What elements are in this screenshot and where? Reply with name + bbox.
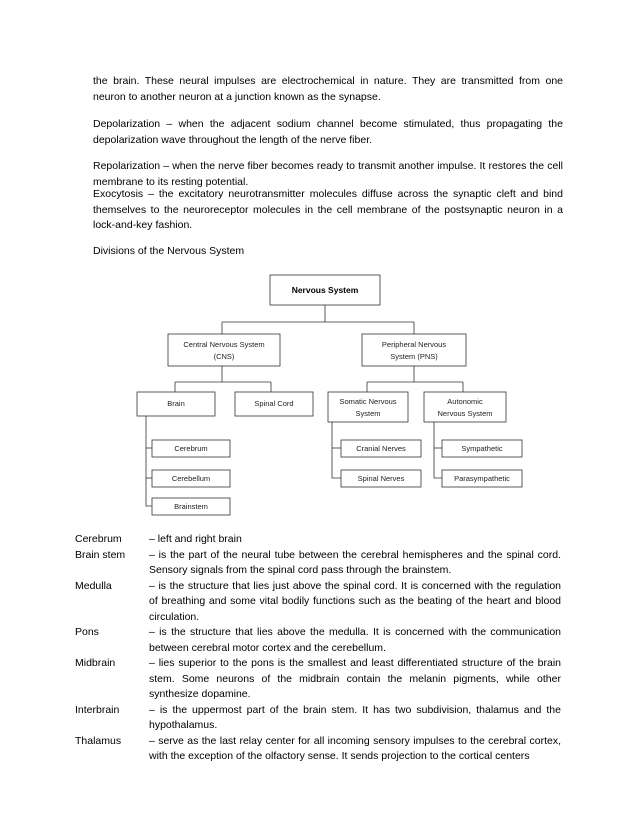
box-spinal-nerves xyxy=(341,470,421,487)
definition-text: – left and right brain xyxy=(149,533,242,545)
definition-text: – serve as the last relay center for all incoming sensory impulses to the cerebral cortex, with the exception of the olfactory sense. It sends projection to the cortical centers xyxy=(149,734,561,762)
box-label: Peripheral Nervous xyxy=(381,340,447,349)
definition-term: Interbrain xyxy=(75,703,120,716)
box-cerebellum xyxy=(152,470,230,487)
definition-row xyxy=(75,548,565,579)
paragraph-exocytosis: Exocytosis – the excitatory neurotransmitter molecules diffuse across the synaptic cleft and bind themselves to the neuroreceptor molecules in the cell membrane of the postsynaptic neuron in a lock-and-key fashion. xyxy=(93,188,563,231)
definition-term: Brain stem xyxy=(75,548,126,561)
paragraph-depolarization: Depolarization – when the adjacent sodium channel become stimulated, thus propagating the depolarization wave throughout the length of the nerve fiber. xyxy=(93,118,563,146)
box-brain xyxy=(137,392,215,416)
definition-term: Pons xyxy=(75,626,99,638)
definition-term: Midbrain xyxy=(75,657,116,669)
definition-row xyxy=(75,656,565,703)
box-central-nervous-system xyxy=(168,334,280,366)
box-label: Autonomic xyxy=(447,397,483,406)
box-label: Parasympathetic xyxy=(454,474,510,483)
nervous-system-diagram xyxy=(0,268,638,528)
box-cranial-nerves xyxy=(341,440,421,457)
box-spinal-cord xyxy=(235,392,313,416)
box-brainstem xyxy=(152,498,230,515)
definition-row xyxy=(75,625,565,656)
definition-text: – lies superior to the pons is the smallest and least differentiated structure of the brain stem. Some neurons of the midbrain contain the melanin pigments, while other synthesize dopamine. xyxy=(149,657,561,700)
box-label: Cranial Nerves xyxy=(356,444,406,453)
box-label: System xyxy=(355,409,381,418)
connector xyxy=(146,416,152,506)
definition-list xyxy=(75,532,565,765)
box-sympathetic xyxy=(442,440,522,457)
box-label: Brain xyxy=(167,399,185,408)
definition-row xyxy=(75,703,565,734)
definition-term: Medulla xyxy=(75,579,112,592)
box-label: Somatic Nervous xyxy=(339,397,397,406)
box-somatic-nervous-system xyxy=(328,392,408,422)
definition-text: – is the structure that lies just above the spinal cord. It is concerned with the regulation of breathing and some vital bodily functions such as the beating of the heart and blood circulation. xyxy=(149,579,561,623)
definition-text: – is the part of the neural tube between the cerebral hemispheres and the spinal cord. Sensory signals from the spinal cord pass through the brainstem. xyxy=(149,548,561,576)
definition-text: – is the structure that lies above the medulla. It is concerned with the communication between cerebral motor cortex and the cerebellum. xyxy=(149,626,561,654)
definition-row xyxy=(75,579,565,626)
box-label: Spinal Cord xyxy=(254,399,294,408)
definition-row xyxy=(75,734,565,765)
paragraph-synapse: the brain. These neural impulses are electrochemical in nature. They are transmitted from one neuron to another neuron at a junction known as the synapse. xyxy=(93,75,563,103)
box-label: (CNS) xyxy=(213,352,235,361)
box-cerebrum xyxy=(152,440,230,457)
definition-term: Cerebrum xyxy=(75,533,122,545)
section-heading: Divisions of the Nervous System xyxy=(93,245,245,257)
definition-row xyxy=(75,532,565,548)
definition-term: Thalamus xyxy=(75,734,122,747)
box-label: Cerebrum xyxy=(174,444,208,453)
box-label: Cerebellum xyxy=(171,474,211,483)
definition-text: – is the uppermost part of the brain stem. It has two subdivision, thalamus and the hypothalamus. xyxy=(149,703,561,731)
box-label: Nervous System xyxy=(437,409,493,418)
box-parasympathetic xyxy=(442,470,522,487)
box-nervous-system xyxy=(270,275,380,305)
box-label: Spinal Nerves xyxy=(357,474,405,483)
box-label: Central Nervous System xyxy=(183,340,265,349)
box-peripheral-nervous-system xyxy=(362,334,466,366)
connector xyxy=(332,422,341,478)
box-label: Sympathetic xyxy=(461,444,503,453)
box-label: Brainstem xyxy=(174,502,208,511)
box-label: Nervous System xyxy=(291,285,359,295)
box-label: System (PNS) xyxy=(390,352,438,361)
paragraph-repolarization: Repolarization – when the nerve fiber becomes ready to transmit another impulse. It restores the cell membrane to its resting potential. xyxy=(93,160,563,188)
connector xyxy=(434,422,442,478)
box-autonomic-nervous-system xyxy=(424,392,506,422)
